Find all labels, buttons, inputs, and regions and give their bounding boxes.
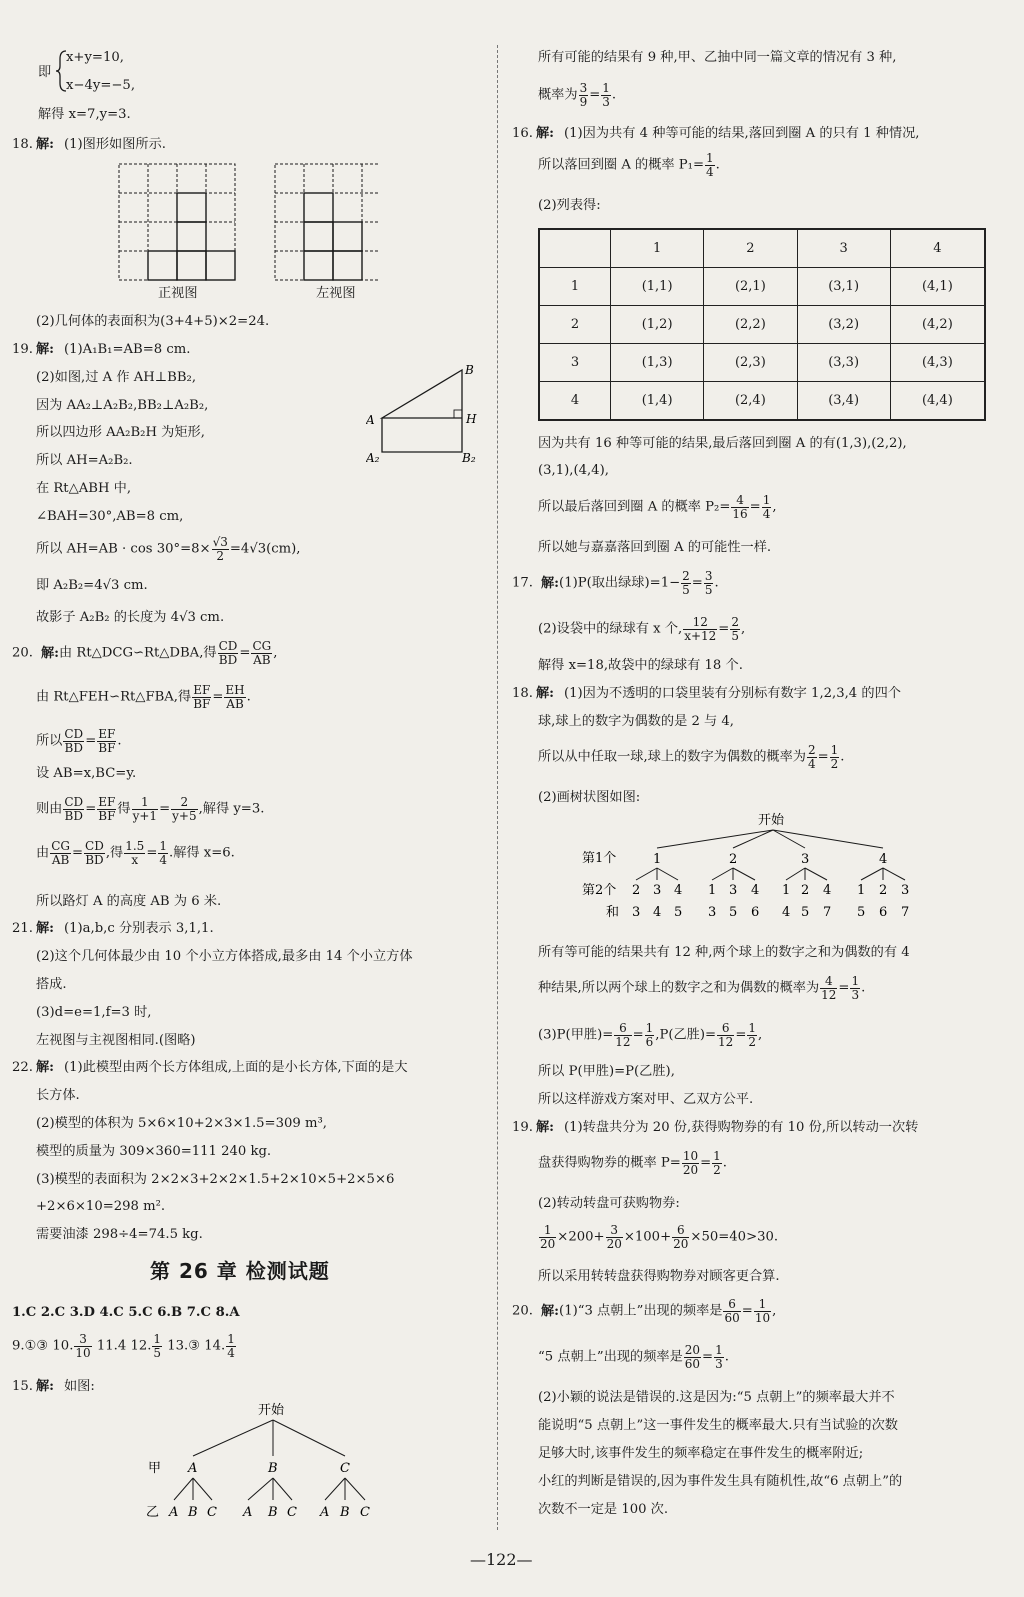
q16-line2: 所以落回到圈 A 的概率 P₁= $\frac{1}{4}$ . <box>538 151 720 179</box>
table-row <box>539 306 985 344</box>
tree18-l2-1: 2 <box>632 883 641 898</box>
chapter-heading: 第 26 章 检测试题 <box>150 1259 330 1283</box>
q19-number: 19. <box>12 342 33 357</box>
q20r-line1: 20. 解:(1)“3 点朝上”出现的频率是 $\frac{6}{60}$ = $\frac{1}{10}$ , <box>512 1297 777 1325</box>
tree15-l2-1: A <box>169 1505 179 1520</box>
q18r-label: 解: <box>536 686 555 701</box>
tree15-row1-label: 甲 <box>148 1461 162 1476</box>
q19-line8: 所以 AH=AB · cos 30°=8× $\frac{√3}{2}$ =4√3(cm), <box>36 535 301 563</box>
tree18-l2-4: 1 <box>708 883 717 898</box>
q21-line2: (2)这个几何体最少由 10 个小立方体搭成,最多由 14 个小立方体 <box>36 949 413 964</box>
q20-line2: 由 Rt△FEH∽Rt△FBA,得 $\frac{EF}{BF}$ = $\frac{EH}{AB}$ . <box>36 683 251 711</box>
q19-line7: ∠BAH=30°,AB=8 cm, <box>36 509 184 524</box>
tree18-sum-9: 7 <box>823 905 832 920</box>
tree18-sum-11: 6 <box>879 905 888 920</box>
tree18-l2-8: 2 <box>801 883 810 898</box>
tree18-l2-9: 4 <box>823 883 832 898</box>
q16-line4: 因为共有 16 种等可能的结果,最后落回到圈 A 的有(1,3),(2,2), <box>538 436 907 451</box>
table-header-cell: 2 <box>704 229 797 268</box>
tree15-l2-6: C <box>287 1505 297 1520</box>
q19r-line2: 盘获得购物券的概率 P= $\frac{10}{20}$ = $\frac{1}{2}$ . <box>538 1149 727 1177</box>
q22-line5: (3)模型的表面积为 2×2×3+2×2×1.5+2×10×5+2×5×6 <box>36 1172 395 1187</box>
q18-views-figure <box>118 163 378 303</box>
table-cell: (1,4) <box>611 382 704 421</box>
q19r-number: 19. <box>512 1120 533 1135</box>
q18r-line9: 所以这样游戏方案对甲、乙双方公平. <box>538 1092 754 1107</box>
q17-line1: 17. 解:(1)P(取出绿球)=1− $\frac{2}{5}$ = $\frac{3}{5}$ . <box>512 569 719 597</box>
tree18-row3-label: 和 <box>606 905 620 920</box>
q16-line7: 所以她与嘉嘉落回到圈 A 的可能性一样. <box>538 540 772 555</box>
tree18-sum-6: 6 <box>751 905 760 920</box>
fill-answers: 9.①③ 10. $\frac{3}{10}$ 11.4 12. $\frac{1}{5}$ 13.③ 14. $\frac{1}{4}$ <box>12 1332 235 1360</box>
tree15-l2-9: C <box>360 1505 370 1520</box>
fig-label-b2: B₂ <box>462 451 476 465</box>
q22-line7: 需要油漆 298÷4=74.5 kg. <box>36 1227 203 1242</box>
q22-line4: 模型的质量为 309×360=111 240 kg. <box>36 1144 272 1159</box>
tree15-l1-a: A <box>188 1461 198 1476</box>
front-view-caption: 正视图 <box>158 286 198 301</box>
tree18-l2-5: 3 <box>729 883 738 898</box>
tree15-l2-7: A <box>320 1505 330 1520</box>
q22-line2: 长方体. <box>36 1088 80 1103</box>
q22-text: (1)此模型由两个长方体组成,上面的是小长方体,下面的是大 <box>64 1060 408 1075</box>
q19-label: 解: <box>36 342 55 357</box>
tree18-root: 开始 <box>758 813 785 828</box>
table-cell: (2,3) <box>704 344 797 382</box>
q20r-line5: 足够大时,该事件发生的频率稳定在事件发生的概率附近; <box>538 1446 864 1461</box>
q19r-line5: 所以采用转转盘获得购物券对顾客更合算. <box>538 1269 780 1284</box>
tree18-l2-6: 4 <box>751 883 760 898</box>
tree18-sum-3: 5 <box>674 905 683 920</box>
q18-area: (2)几何体的表面积为(3+4+5)×2=24. <box>36 314 270 329</box>
tree18-l2-2: 3 <box>653 883 662 898</box>
q22-number: 22. <box>12 1060 33 1075</box>
table-row <box>539 382 985 421</box>
tree18-l1-4: 4 <box>879 852 888 867</box>
q20r-line2: “5 点朝上”出现的频率是 $\frac{20}{60}$ = $\frac{1}{3}$ . <box>538 1343 729 1371</box>
q19-line3: 因为 AA₂⊥A₂B₂,BB₂⊥A₂B₂, <box>36 398 209 413</box>
table-cell: (3,3) <box>797 344 890 382</box>
tree15-l2-4: A <box>243 1505 253 1520</box>
q18-label: 解: <box>36 137 55 152</box>
q16-line5: (3,1),(4,4), <box>538 463 609 478</box>
q19-line9: 即 A₂B₂=4√3 cm. <box>36 578 148 593</box>
tree18-sum-1: 3 <box>632 905 641 920</box>
tree18-sum-5: 5 <box>729 905 738 920</box>
q18-text: (1)图形如图所示. <box>64 137 166 152</box>
tree18-sum-7: 4 <box>782 905 791 920</box>
left-column <box>0 0 497 1597</box>
tree18-l2-11: 2 <box>879 883 888 898</box>
table-cell: 4 <box>539 382 611 421</box>
probability-table <box>538 228 986 421</box>
q18r-line7: (3)P(甲胜)= $\frac{6}{12}$ = $\frac{1}{6}$ ,P(乙胜)= $\frac{6}{12}$ = $\frac{1}{2}$ , <box>538 1021 763 1049</box>
q19-line6: 在 Rt△ABH 中, <box>36 481 132 496</box>
tree18-l1-1: 1 <box>653 852 662 867</box>
q15-text: 如图: <box>64 1379 95 1394</box>
tree18-sum-4: 3 <box>708 905 717 920</box>
q19-line5: 所以 AH=A₂B₂. <box>36 453 133 468</box>
table-cell: (4,4) <box>890 382 985 421</box>
table-cell: (1,3) <box>611 344 704 382</box>
tree18-row1-label: 第1个 <box>582 851 617 866</box>
table-cell: (3,1) <box>797 268 890 306</box>
q19-line4: 所以四边形 AA₂B₂H 为矩形, <box>36 425 205 440</box>
table-cell: (3,2) <box>797 306 890 344</box>
q16-line3: (2)列表得: <box>538 198 601 213</box>
q18r-line8: 所以 P(甲胜)=P(乙胜), <box>538 1064 675 1079</box>
q21-line4: (3)d=e=1,f=3 时, <box>36 1005 152 1020</box>
q22-label: 解: <box>36 1060 55 1075</box>
table-cell: 1 <box>539 268 611 306</box>
page-number: —122— <box>470 1550 533 1569</box>
q21-text: (1)a,b,c 分别表示 3,1,1. <box>64 921 214 936</box>
table-cell: (2,1) <box>704 268 797 306</box>
tree18-l1-3: 3 <box>801 852 810 867</box>
q21-line5: 左视图与主视图相同.(图略) <box>36 1033 196 1048</box>
equation-1: x+y=10, <box>66 50 124 65</box>
tree18-sum-10: 5 <box>857 905 866 920</box>
solution-text: 解得 x=7,y=3. <box>38 107 131 122</box>
q20r-line4: 能说明“5 点朝上”这一事件发生的概率最大.只有当试验的次数 <box>538 1418 898 1433</box>
q20r-line6: 小红的判断是错误的,因为事件发生具有随机性,故“6 点朝上”的 <box>538 1474 903 1489</box>
tree18-l2-7: 1 <box>782 883 791 898</box>
fig-label-b: B <box>465 363 474 377</box>
q17-line3: 解得 x=18,故袋中的绿球有 18 个. <box>538 658 743 673</box>
table-cell: (1,2) <box>611 306 704 344</box>
table-cell: (2,2) <box>704 306 797 344</box>
tree18-sum-12: 7 <box>901 905 910 920</box>
fig-label-h: H <box>466 412 477 426</box>
table-header-cell: 3 <box>797 229 890 268</box>
left-view-caption: 左视图 <box>316 286 356 301</box>
q20-line4: 设 AB=x,BC=y. <box>36 766 137 781</box>
q21-label: 解: <box>36 921 55 936</box>
q18r-line3: 所以从中任取一球,球上的数字为偶数的概率为 $\frac{2}{4}$ = $\frac{1}{2}$ . <box>538 743 845 771</box>
table-row <box>539 268 985 306</box>
table-cell: (4,3) <box>890 344 985 382</box>
q16-number: 16. <box>512 126 533 141</box>
q20-line6: 由 $\frac{CG}{AB}$ = $\frac{CD}{BD}$ ,得 $\frac{1.5}{x}$ = $\frac{1}{4}$ .解得 x=6. <box>36 839 235 867</box>
q19-figure <box>366 362 482 470</box>
table-cell: 2 <box>539 306 611 344</box>
q18r-line6: 种结果,所以两个球上的数字之和为偶数的概率为 $\frac{4}{12}$ = $\frac{1}{3}$ . <box>538 974 866 1002</box>
tree15-l2-5: B <box>268 1505 278 1520</box>
q18r-text: (1)因为不透明的口袋里装有分别标有数字 1,2,3,4 的四个 <box>564 686 901 701</box>
q20-line3: 所以 $\frac{CD}{BD}$ = $\frac{EF}{BF}$ . <box>36 727 122 755</box>
table-row <box>539 344 985 382</box>
tree15-l1-c: C <box>340 1461 350 1476</box>
r-line2: 概率为 $\frac{3}{9}$ = $\frac{1}{3}$ . <box>538 81 617 109</box>
q18r-line2: 球,球上的数字为偶数的是 2 与 4, <box>538 714 734 729</box>
table-cell: (4,1) <box>890 268 985 306</box>
table-cell: (2,4) <box>704 382 797 421</box>
q21-line3: 搭成. <box>36 977 67 992</box>
table-header-cell: 4 <box>890 229 985 268</box>
table-cell: (1,1) <box>611 268 704 306</box>
q15-tree-diagram <box>140 1400 390 1525</box>
q22-line3: (2)模型的体积为 5×6×10+2×3×1.5=309 m³, <box>36 1116 327 1131</box>
q20r-line3: (2)小颖的说法是错误的.这是因为:“5 点朝上”的频率最大并不 <box>538 1390 895 1405</box>
q19-line10: 故影子 A₂B₂ 的长度为 4√3 cm. <box>36 610 225 625</box>
q15-label: 解: <box>36 1379 55 1394</box>
q16-label: 解: <box>536 126 555 141</box>
q19-line2: (2)如图,过 A 作 AH⊥BB₂, <box>36 370 197 385</box>
tree15-row2-label: 乙 <box>146 1505 160 1520</box>
q20-line5: 则由 $\frac{CD}{BD}$ = $\frac{EF}{BF}$ 得 $\frac{1}{y+1}$ = $\frac{2}{y+5}$ ,解得 y=3. <box>36 795 265 823</box>
tree15-root: 开始 <box>258 1403 285 1418</box>
tree18-l2-12: 3 <box>901 883 910 898</box>
q19r-label: 解: <box>536 1120 555 1135</box>
r-line1: 所有可能的结果有 9 种,甲、乙抽中同一篇文章的情况有 3 种, <box>538 50 897 65</box>
tree15-l2-8: B <box>340 1505 350 1520</box>
q21-number: 21. <box>12 921 33 936</box>
q15-number: 15. <box>12 1379 33 1394</box>
table-header-row <box>539 229 985 268</box>
q18r-line4: (2)画树状图如图: <box>538 790 641 805</box>
tree18-sum-2: 4 <box>653 905 662 920</box>
q20r-line7: 次数不一定是 100 次. <box>538 1502 669 1517</box>
q19-text: (1)A₁B₁=AB=8 cm. <box>64 342 191 357</box>
table-cell: (3,4) <box>797 382 890 421</box>
fig-label-a: A <box>366 413 375 427</box>
system-prefix: 即 <box>38 65 52 80</box>
q19r-text: (1)转盘共分为 20 份,获得购物券的有 10 份,所以转动一次转 <box>564 1120 919 1135</box>
tree15-l2-2: B <box>188 1505 198 1520</box>
q20-line1: 20. 解:由 Rt△DCG∽Rt△DBA,得 $\frac{CD}{BD}$ = $\frac{CG}{AB}$ , <box>12 639 278 667</box>
table-header-cell: 1 <box>611 229 704 268</box>
q16-line6: 所以最后落回到圈 A 的概率 P₂= $\frac{4}{16}$ = $\frac{1}{4}$ , <box>538 493 777 521</box>
q18r-line5: 所有等可能的结果共有 12 种,两个球上的数字之和为偶数的有 4 <box>538 945 910 960</box>
tree18-row2-label: 第2个 <box>582 883 617 898</box>
tree15-l1-b: B <box>268 1461 278 1476</box>
fig-label-a2: A₂ <box>366 451 380 465</box>
equation-2: x−4y=−5, <box>66 78 136 93</box>
choice-answers: 1.C 2.C 3.D 4.C 5.C 6.B 7.C 8.A <box>12 1305 240 1320</box>
tree18-l2-10: 1 <box>857 883 866 898</box>
q19r-line3: (2)转动转盘可获购物券: <box>538 1196 680 1211</box>
q17-line2: (2)设袋中的绿球有 x 个, $\frac{12}{x+12}$ = $\frac{2}{5}$ , <box>538 615 746 643</box>
tree18-l1-2: 2 <box>729 852 738 867</box>
tree18-sum-8: 5 <box>801 905 810 920</box>
q18-number: 18. <box>12 137 33 152</box>
tree15-l2-3: C <box>207 1505 217 1520</box>
q22-line6: +2×6×10=298 m². <box>36 1199 166 1214</box>
tree18-l2-3: 4 <box>674 883 683 898</box>
table-header-cell <box>539 229 611 268</box>
table-cell: 3 <box>539 344 611 382</box>
q16-text: (1)因为共有 4 种等可能的结果,落回到圈 A 的只有 1 种情况, <box>564 126 920 141</box>
q20-line7: 所以路灯 A 的高度 AB 为 6 米. <box>36 894 222 909</box>
q19r-line4: $\frac{1}{20}$ ×200+ $\frac{3}{20}$ ×100+ $\frac{6}{20}$ ×50=40>30. <box>540 1223 779 1251</box>
table-cell: (4,2) <box>890 306 985 344</box>
q18r-number: 18. <box>512 686 533 701</box>
